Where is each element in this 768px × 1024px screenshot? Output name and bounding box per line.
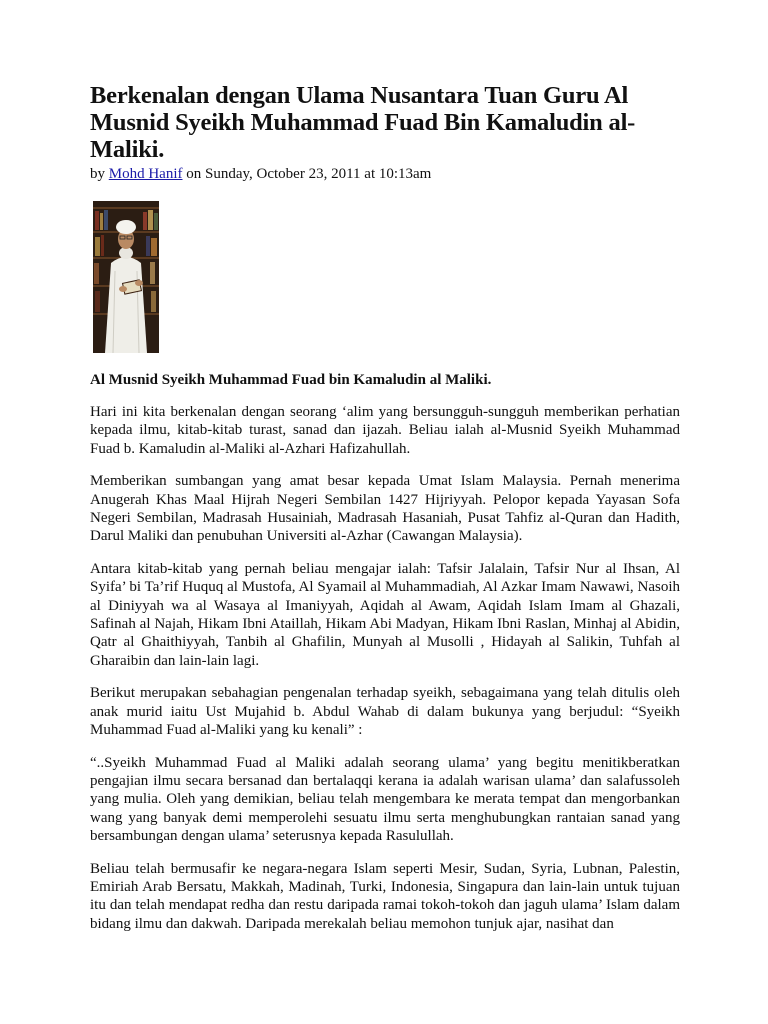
byline <box>90 165 680 183</box>
paragraph-4: Berikut merupakan sebahagian pengenalan terhadap syeikh, sebagaimana yang telah ditulis oleh anak murid iaitu Ust Mujahid b. Abdul Wahab di dalam bukunya yang berjudul: “Syeikh Muhammad Fuad al-Maliki yang ku kenali” : <box>90 685 680 739</box>
author-link[interactable]: Mohd Hanif <box>108 166 183 182</box>
article-title: Berkenalan dengan Ulama Nusantara Tuan Guru Al Musnid Syeikh Muhammad Fuad Bin Kamaludin al-Maliki. <box>90 82 636 163</box>
author-photo <box>93 201 159 353</box>
byline-prefix: by <box>90 166 109 182</box>
article-subheading: Al Musnid Syeikh Muhammad Fuad bin Kamaludin al Maliki. <box>90 372 492 388</box>
byline-date: on Sunday, October 23, 2011 at 10:13am <box>182 166 432 182</box>
portrait-image <box>93 201 159 353</box>
paragraph-2: Memberikan sumbangan yang amat besar kepada Umat Islam Malaysia. Pernah menerima Anugerah Khas Maal Hijrah Negeri Sembilan 1427 Hijriyyah. Pelopor kepada Yayasan Sofa Negeri Sembilan, Madrasah Husainiah, Madrasah Hasaniah, Pusat Tahfiz al-Quran dan Hadith, Darul Maliki dan penubuhan Universiti al-Azhar (Cawangan Malaysia). <box>90 473 680 545</box>
paragraph-3: Antara kitab-kitab yang pernah beliau mengajar ialah: Tafsir Jalalain, Tafsir Nur al Ihsan, Al Syifa’ bi Ta’rif Huquq al Mustofa, Al Syamail al Muhammadiah, Al Azkar Imam Nawawi, Nasoih al Diniyyah wa al Wasaya al Imaniyyah, Aqidah al Awam, Aqidah Islam Imam al Ghazali, Safinah al Najah, Hikam Ibni Ataillah, Hikam Abi Madyan, Hikam Ibni Raslan, Minhaj al Abidin, Qatr al Ghaithiyyah, Tanbih al Ghafilin, Munyah al Musolli , Hidayah al Salikin, Tuhfah al Gharaibin dan lain-lain lagi. <box>90 560 680 669</box>
article <box>90 82 680 933</box>
paragraph-6: Beliau telah bermusafir ke negara-negara Islam seperti Mesir, Sudan, Syria, Lubnan, Palestin, Emiriah Arab Bersatu, Makkah, Madinah, Turki, Indonesia, Singapura dan lain-lain untuk tujuan itu dan telah mendapat redha dan restu daripada ramai tokoh-tokoh dan jaguh ulama’ Islam dalam bidang ilmu dan dakwah. Daripada merekalah beliau memohon tunjuk ajar, nasihat dan <box>90 860 680 932</box>
paragraph-5: “..Syeikh Muhammad Fuad al Maliki adalah seorang ulama’ yang begitu menitikberatkan pengajian ilmu secara bersanad dan bertalaqqi kerana ia adalah warisan ulama’ dan salafussoleh yang mulia. Oleh yang demikian, beliau telah mengembara ke merata tempat dan mengorbankan wang yang banyak demi memperolehi sesuatu ilmu serta menghubungkan rantaian sanad yang bersambungan dengan ulama’ seterusnya kepada Rasulullah. <box>90 754 680 845</box>
paragraph-1: Hari ini kita berkenalan dengan seorang ‘alim yang bersungguh-sungguh memberikan perhatian kepada ilmu, kitab-kitab turast, sanad dan ijazah. Beliau ialah al-Musnid Syeikh Muhammad Fuad b. Kamaludin al-Maliki al-Azhari Hafizahullah. <box>90 404 680 457</box>
